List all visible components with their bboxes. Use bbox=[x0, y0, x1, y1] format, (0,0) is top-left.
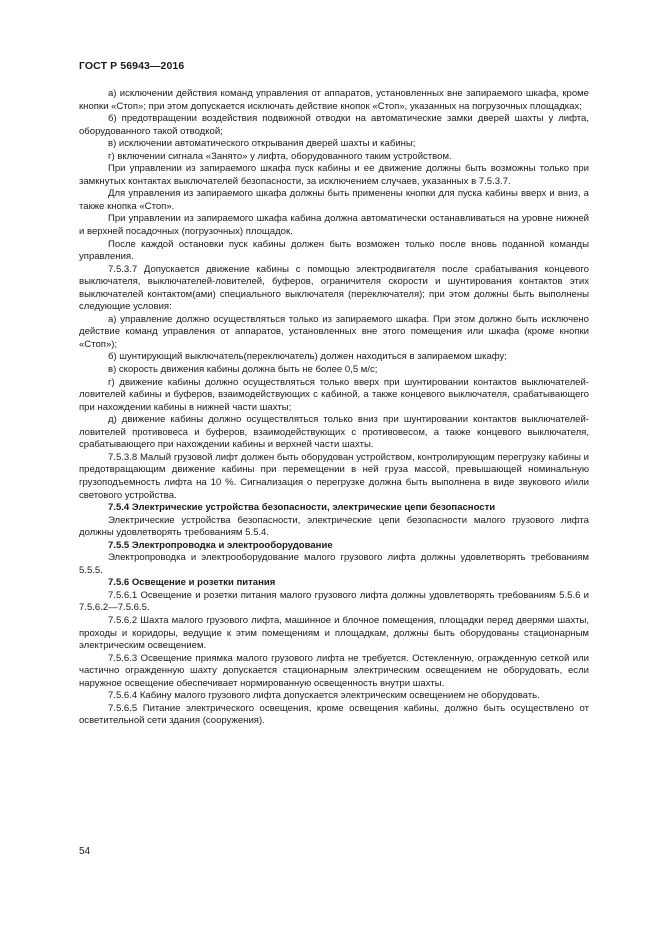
page-number: 54 bbox=[79, 846, 91, 857]
document-body bbox=[79, 88, 589, 728]
paragraph: При управлении из запираемого шкафа кабина должна автоматически останавливаться на уровне нижней и верхней посадочных (погрузочных) площадок. bbox=[79, 213, 589, 238]
paragraph: При управлении из запираемого шкафа пуск кабины и ее движение должны быть возможны только при замкнутых контактах выключателей безопасности, за исключением случаев, указанных в 7.5.3.7. bbox=[79, 163, 589, 187]
paragraph: а) исключении действия команд управления от аппаратов, установленных вне запираемого шкафа, кроме кнопки «Стоп»; при этом допускается исключать действие кнопок «Стоп», указанных на погрузочных площадках; bbox=[79, 88, 589, 112]
paragraph: 7.5.6.4 Кабину малого грузового лифта допускается электрическим освещением не оборудовать. bbox=[108, 690, 540, 702]
paragraph: а) управление должно осуществляться только из запираемого шкафа. При этом должно быть исключено действие команд управления от аппаратов, установленных вне этого помещения или шкафа (кроме кнопки «Стоп»); bbox=[79, 313, 589, 350]
paragraph: 7.5.6.5 Питание электрического освещения, кроме освещения кабины, должно быть осуществлено от осветительной сети здания (сооружения). bbox=[79, 702, 589, 727]
paragraph: д) движение кабины должно осуществляться только вниз при шунтировании контактов выключателей-ловителей противовеса и буферов, взаимодействующих с противовесом, а также концевого выключателя, срабатывающего при нахождении кабины и верхней части шахты. bbox=[79, 414, 589, 451]
paragraph: Электропроводка и электрооборудование малого грузового лифта должны удовлетворять требованиям 5.5.5. bbox=[79, 552, 589, 576]
section-heading: 7.5.4 Электрические устройства безопасности, электрические цепи безопасности bbox=[108, 502, 496, 514]
paragraph: Для управления из запираемого шкафа должны быть применены кнопки для пуска кабины вверх и вниз, а также кнопка «Стоп». bbox=[79, 188, 589, 212]
paragraph: 7.5.6.3 Освещение приямка малого грузового лифта не требуется. Остекленную, огражденную сеткой или частично огражденную шахту допускается стационарным электрическим освещением не оборудовать, если наружное освещение обеспечивает нормированную освещенность внутри шахты. bbox=[79, 652, 589, 689]
paragraph: 7.5.3.7 Допускается движение кабины с помощью электродвигателя после срабатывания концевого выключателя, выключателей-ловителей, буферов, ограничителя скорости и шунтирования контактов этих выключателей контактом(ами) специального выключателя (переключателя); при этом должны быть выполнены следующие условия: bbox=[79, 263, 589, 313]
paragraph: 7.5.6.2 Шахта малого грузового лифта, машинное и блочное помещения, площадки перед дверями шахты, проходы и коридоры, ведущие к этим помещениям и площадкам, должны быть оборудованы стационарным электрическим освещением. bbox=[79, 614, 589, 652]
paragraph: г) движение кабины должно осуществляться только вверх при шунтировании контактов выключателей-ловителей кабины и буферов, взаимодействующих с кабиной, а также концевого выключателя, срабатывающего при нахождении кабины в нижней части шахты; bbox=[79, 376, 589, 413]
section-heading: 7.5.6 Освещение и розетки питания bbox=[108, 577, 276, 589]
paragraph: 7.5.6.1 Освещение и розетки питания малого грузового лифта должны удовлетворять требованиям 5.5.6 и 7.5.6.2—7.5.6.5. bbox=[79, 589, 589, 614]
standard-header: ГОСТ Р 56943—2016 bbox=[79, 60, 185, 72]
paragraph: б) предотвращении воздействия подвижной отводки на автоматические замки дверей шахты у лифта, оборудованного такой отводкой; bbox=[79, 113, 589, 137]
paragraph: После каждой остановки пуск кабины должен быть возможен только после вновь поданной команды управления. bbox=[79, 238, 589, 263]
paragraph: в) исключении автоматического открывания дверей шахты и кабины; bbox=[108, 138, 416, 150]
paragraph: 7.5.3.8 Малый грузовой лифт должен быть оборудован устройством, контролирующим перегрузку кабины и предотвращающим движение кабины при перемещении в ней груза массой, превышающей номинальную грузоподъемность лифта на 10 %. Сигнализация о перегрузке должна быть выполнена в виде звукового и/или светового устройства. bbox=[79, 451, 589, 501]
paragraph: б) шунтирующий выключатель(переключатель) должен находиться в запираемом шкафу; bbox=[108, 351, 507, 363]
paragraph: в) скорость движения кабины должна быть не более 0,5 м/с; bbox=[108, 364, 378, 376]
paragraph: г) включении сигнала «Занято» у лифта, оборудованного таким устройством. bbox=[108, 150, 452, 162]
section-heading: 7.5.5 Электропроводка и электрооборудование bbox=[108, 539, 333, 551]
paragraph: Электрические устройства безопасности, электрические цепи безопасности малого грузового лифта должны удовлетворять требованиям 5.5.4. bbox=[79, 514, 589, 539]
